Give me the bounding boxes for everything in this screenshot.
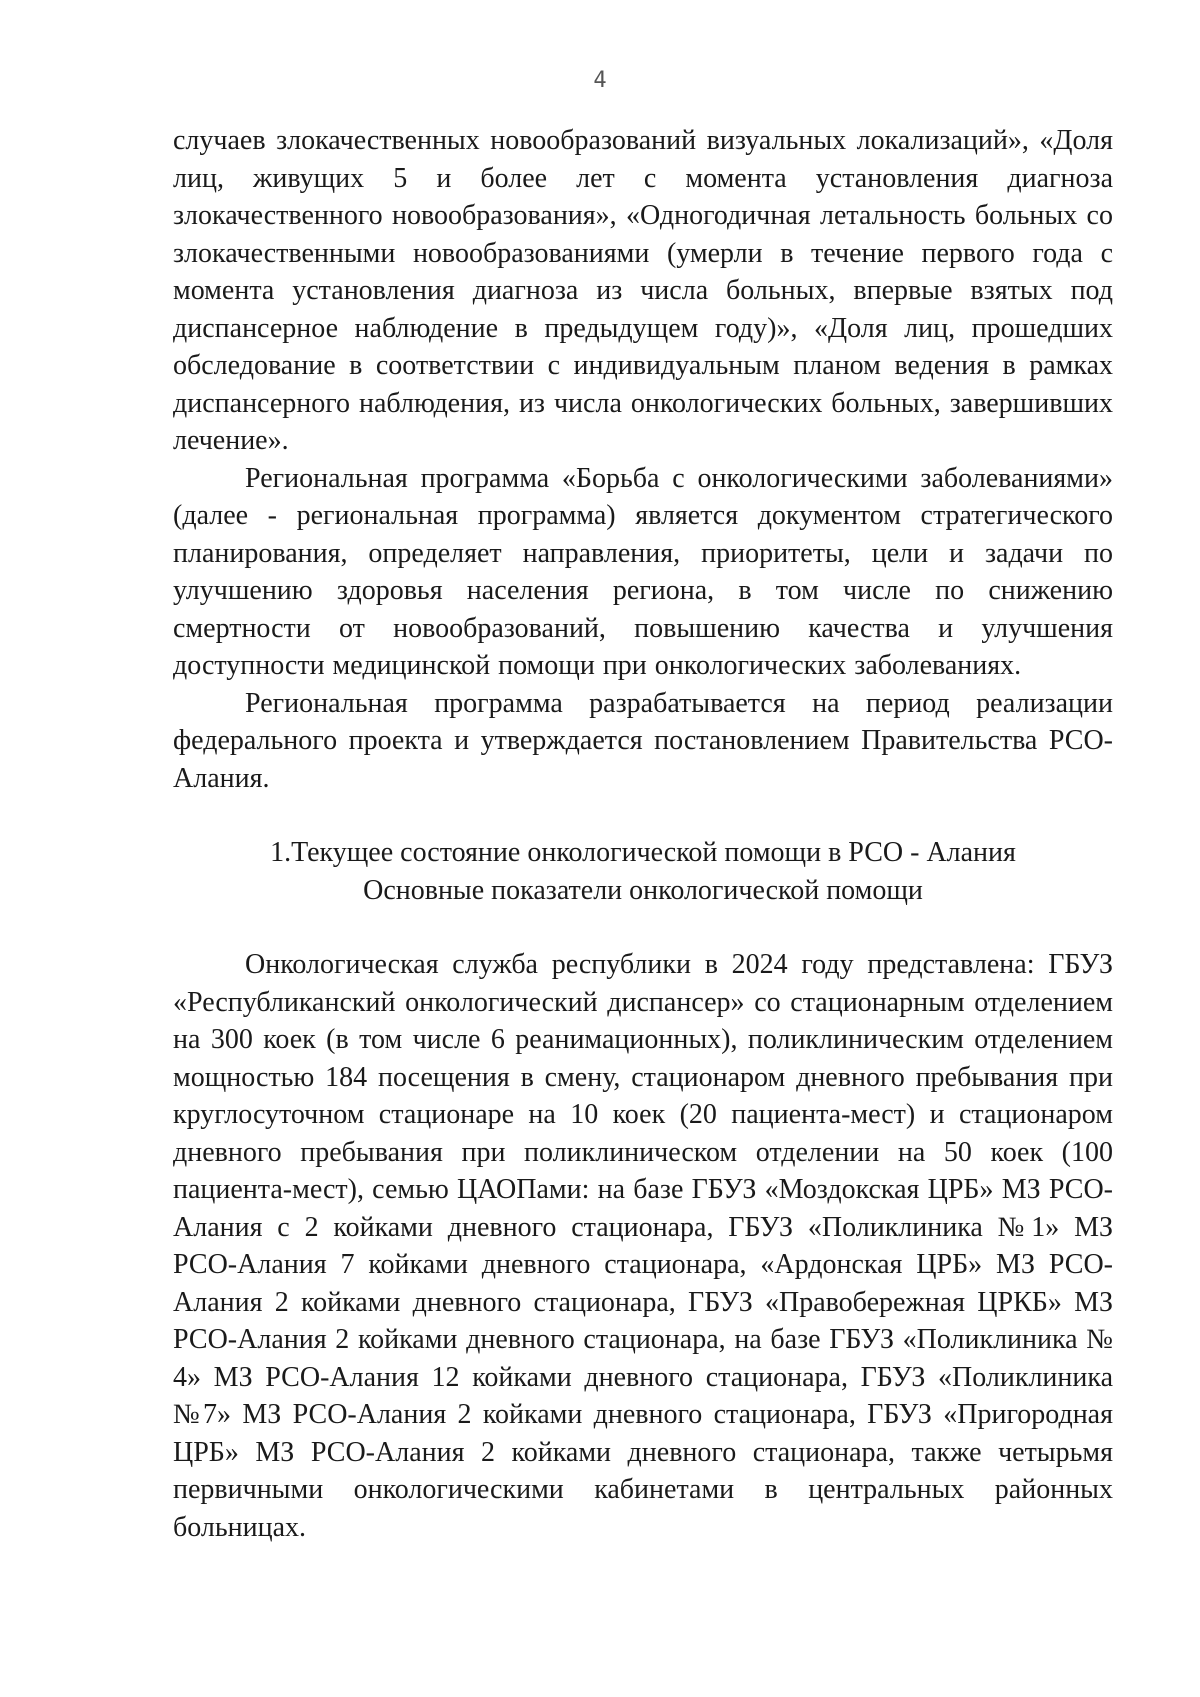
section-heading [173, 834, 1113, 909]
section-spacer [173, 909, 1113, 946]
paragraph-continuation: случаев злокачественных новообразований визуальных локализаций», «Доля лиц, живущих 5 и более лет с момента установления диагноза злокачественного новообразования», «Одногодичная летальность больных со злокачественными новообразованиями (умерли в течение первого года с момента установления диагноза из числа больных, впервые взятых под диспансерное наблюдение в предыдущем году)», «Доля лиц, прошедших обследование в соответствии с индивидуальным планом ведения в рамках диспансерного наблюдения, из числа онкологических больных, завершивших лечение». [173, 125, 1113, 456]
section-heading-title: 1.Текущее состояние онкологической помощи в РСО - Алания [270, 837, 1016, 868]
document-body [173, 122, 1113, 1546]
paragraph-oncology-service: Онкологическая служба республики в 2024 году представлена: ГБУЗ «Республиканский онкологический диспансер» со стационарным отделением на 300 коек (в том числе 6 реанимационных), поликлиническим отделением мощностью 184 посещения в смену, стационаром дневного пребывания при круглосуточном стационаре на 10 коек (20 пациента-мест) и стационаром дневного пребывания при поликлиническом отделении на 50 коек (100 пациента-мест), семью ЦАОПами: на базе ГБУЗ «Моздокская ЦРБ» МЗ РСО-Алания с 2 койками дневного стационара, ГБУЗ «Поликлиника №1» МЗ РСО-Алания 7 койками дневного стационара, «Ардонская ЦРБ» МЗ РСО-Алания 2 койками дневного стационара, ГБУЗ «Правобережная ЦРКБ» МЗ РСО-Алания 2 койками дневного стационара, на базе ГБУЗ «Поликлиника № 4» МЗ РСО-Алания 12 койками дневного стационара, ГБУЗ «Поликлиника №7» МЗ РСО-Алания 2 койками дневного стационара, ГБУЗ «Пригородная ЦРБ» МЗ РСО-Алания 2 койками дневного стационара, также четырьмя первичными онкологическими кабинетами в центральных районных больницах. [173, 949, 1113, 1543]
paragraph-program-period: Региональная программа разрабатывается на период реализации федерального проекта и утверждается постановлением Правительства РСО-Алания. [173, 687, 1113, 794]
paragraph-regional-program: Региональная программа «Борьба с онкологическими заболеваниями» (далее - региональная программа) является документом стратегического планирования, определяет направления, приоритеты, цели и задачи по улучшению здоровья населения региона, в том числе по снижению смертности от новообразований, повышению качества и улучшения доступности медицинской помощи при онкологических заболеваниях. [173, 462, 1113, 681]
page-number: 4 [593, 68, 607, 93]
section-heading-subtitle: Основные показатели онкологической помощи [363, 874, 923, 906]
